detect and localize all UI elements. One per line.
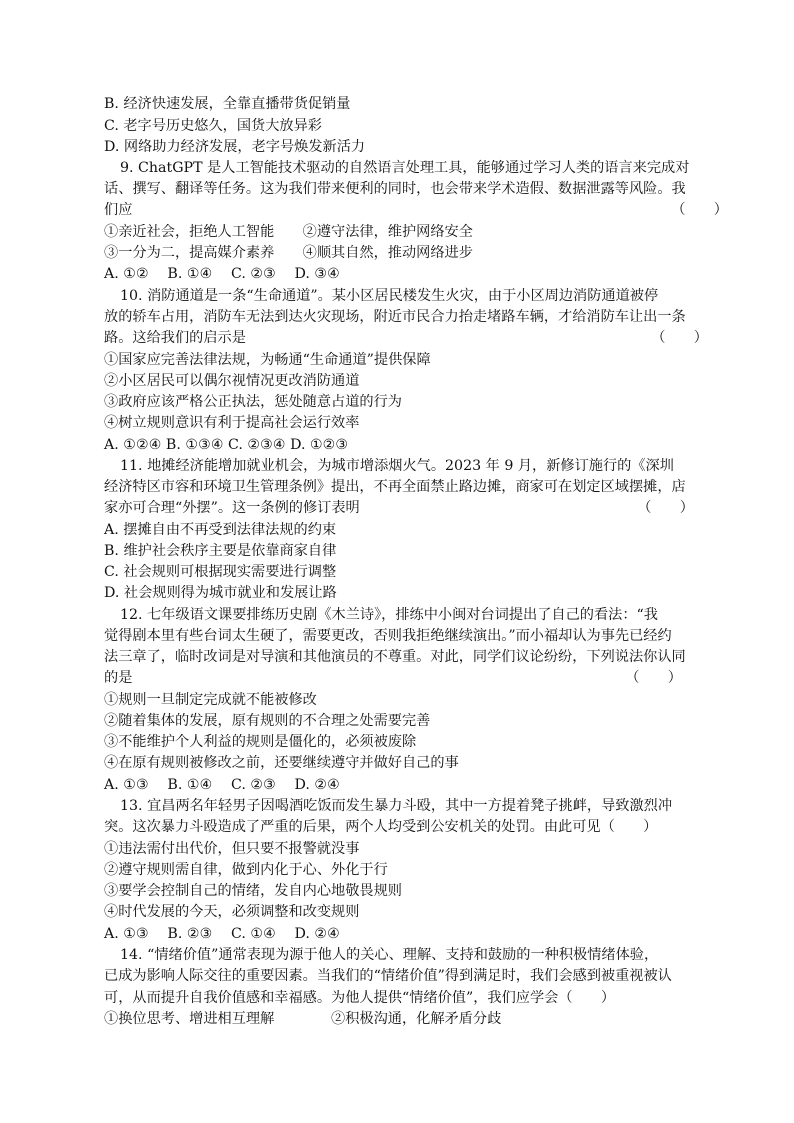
q10-stem-line-2: 放的轿车占用，消防车无法到达火灾现场，附近市民合力抬走堵路车辆，才给消防车让出一条 <box>104 309 686 325</box>
q11-stem-line-1: 11. 地摊经济能增加就业机会，为城市增添烟火气。2023 年 9 月，新修订施行的《深圳 <box>120 458 674 474</box>
q8-option-d: D. 网络助力经济发展，老字号焕发新活力 <box>104 139 366 155</box>
q8-option-b: B. 经济快速发展，全靠直播带货促销量 <box>104 96 351 112</box>
q9-choices-line-1: ①亲近社会，拒绝人工智能 ②遵守法律，维护网络安全 <box>104 224 473 240</box>
q14-stem-line-2: 已成为影响人际交往的重要因素。当我们的“情绪价值”得到满足时，我们会感到被重视被认 <box>104 968 672 984</box>
q10-stem-line-1: 10. 消防通道是一条“生命通道”。某小区居民楼发生火灾，由于小区周边消防通道被停 <box>120 288 659 304</box>
q10-choice-3: ③政府应该严格公正执法，惩处随意占道的行为 <box>104 394 402 410</box>
q9-stem-line-1: 9. ChatGPT 是人工智能技术驱动的自然语言处理工具，能够通过学习人类的语言来完成对 <box>120 160 690 176</box>
q9-stem-line-3 <box>104 200 728 220</box>
q13-choice-4: ④时代发展的今天，必须调整和改变规则 <box>104 904 360 920</box>
q10-choice-4: ④树立规则意识有利于提高社会运行效率 <box>104 415 360 431</box>
q9-options: A. ①② B. ①④ C. ②③ D. ③④ <box>104 266 340 282</box>
q10-options: A. ①②④ B. ①③④ C. ②③④ D. ①②③ <box>104 437 349 453</box>
q11-stem-line-3 <box>104 498 694 518</box>
q11-option-a: A. 摆摊自由不再受到法律法规的约束 <box>104 522 337 538</box>
q13-options: A. ①③ B. ②③ C. ①④ D. ②④ <box>104 926 340 942</box>
q14-choices-line-1: ①换位思考、增进相互理解 ②积极沟通，化解矛盾分歧 <box>104 1011 502 1027</box>
q12-choice-4: ④在原有规则被修改之前，还要继续遵守并做好自己的事 <box>104 755 459 771</box>
q9-stem-line-2: 话、撰写、翻译等任务。这为我们带来便利的同时，也会带来学术造假、数据泄露等风险。我 <box>104 181 686 197</box>
q10-choice-1: ①国家应完善法律法规，为畅通“生命通道”提供保障 <box>104 352 431 368</box>
q12-stem-text: 的是 <box>104 670 133 686</box>
q12-choice-3: ③不能维护个人利益的规则是僵化的，必须被废除 <box>104 734 417 750</box>
q12-choice-1: ①规则一旦制定完成就不能被修改 <box>104 692 317 708</box>
q8-option-c: C. 老字号历史悠久，国货大放异彩 <box>104 118 322 134</box>
q11-option-d: D. 社会规则得为城市就业和发展让路 <box>104 585 337 601</box>
q13-choice-2: ②遵守规则需自律，做到内化于心、外化于行 <box>104 862 388 878</box>
q12-answer-blank: （ ） <box>625 670 682 686</box>
q9-stem-text: 们应 <box>104 202 133 218</box>
q11-option-b: B. 维护社会秩序主要是依靠商家自律 <box>104 543 337 559</box>
q10-choice-2: ②小区居民可以偶尔视情况更改消防通道 <box>104 373 360 389</box>
q11-answer-blank: （ ） <box>637 500 694 516</box>
q13-stem-line-1: 13. 宜昌两名年轻男子因喝酒吃饭而发生暴力斗殴，其中一方提着凳子挑衅，导致激烈冲 <box>120 798 673 814</box>
q14-stem-line-1: 14. “情绪价值”通常表现为源于他人的关心、理解、支持和鼓励的一种积极情绪体验， <box>120 947 659 963</box>
q9-choices-line-2: ③一分为二，提高媒介素养 ④顺其自然，推动网络进步 <box>104 245 473 261</box>
q12-stem-line-2: 觉得剧本里有些台词太生硬了，需要更改，否则我拒绝继续演出。”而小福却认为事先已经约 <box>104 628 672 644</box>
q10-stem-line-3 <box>104 328 708 348</box>
q12-stem-line-1: 12. 七年级语文课要排练历史剧《木兰诗》，排练中小闽对台词提出了自己的看法：“我 <box>120 607 658 623</box>
q11-stem-text: 家亦可合理“外摆”。这一条例的修订表明 <box>104 500 360 516</box>
q9-answer-blank: （ ） <box>671 202 728 218</box>
q14-stem-line-3: 可，从而提升自我价值感和幸福感。为他人提供“情绪价值”，我们应学会（ ） <box>104 990 616 1006</box>
q12-stem-line-4 <box>104 668 682 688</box>
q12-choice-2: ②随着集体的发展，原有规则的不合理之处需要完善 <box>104 713 431 729</box>
q13-choice-3: ③要学会控制自己的情绪，发自内心地敬畏规则 <box>104 883 402 899</box>
q11-stem-line-2: 经济特区市容和环境卫生管理条例》提出，不再全面禁止路边摊，商家可在划定区域摆摊，店 <box>104 479 686 495</box>
q12-options: A. ①③ B. ①④ C. ②③ D. ②④ <box>104 777 340 793</box>
q10-stem-text: 路。这给我们的启示是 <box>104 330 246 346</box>
q10-answer-blank: （ ） <box>651 330 708 346</box>
q13-choice-1: ①违法需付出代价，但只要不报警就没事 <box>104 841 360 857</box>
q11-option-c: C. 社会规则可根据现实需要进行调整 <box>104 564 337 580</box>
q12-stem-line-3: 法三章了，临时改词是对导演和其他演员的不尊重。对此，同学们议论纷纷，下列说法你认同 <box>104 649 686 665</box>
q13-stem-line-2: 突。这次暴力斗殴造成了严重的后果，两个人均受到公安机关的处罚。由此可见（ ） <box>104 819 658 835</box>
